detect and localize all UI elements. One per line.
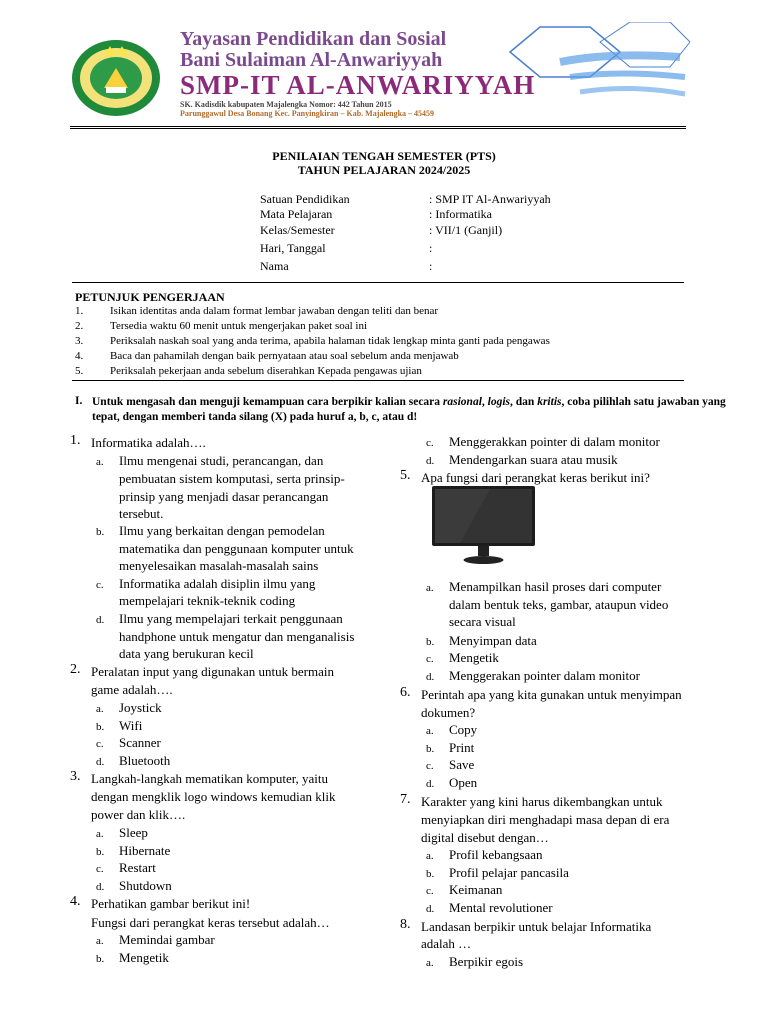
question-text: game adalah…. bbox=[91, 682, 173, 697]
info-value: : bbox=[429, 259, 433, 273]
option-letter: b. bbox=[96, 721, 105, 733]
option-text: Menggerakkan pointer di dalam monitor bbox=[449, 434, 660, 449]
question-text: menyiapkan diri menghadapi masa depan di era bbox=[421, 812, 670, 827]
option-letter: b. bbox=[426, 868, 435, 880]
option-text: Hibernate bbox=[119, 843, 171, 858]
instruction-text: Periksalah pekerjaan anda sebelum diserahkan Kepada pengawas ujian bbox=[110, 365, 422, 377]
option-text: Menyimpan data bbox=[449, 633, 537, 648]
option-text: prinsip yang menjadi dasar perancangan bbox=[119, 489, 329, 504]
option-text: Mengetik bbox=[119, 950, 169, 965]
instruction-text: Periksalah naskah soal yang anda terima, apabila halaman tidak lengkap minta ganti pada pengawas bbox=[110, 335, 550, 347]
option-letter: d. bbox=[426, 778, 435, 790]
decree-text: SK. Kadisdik kabupaten Majalengka Nomor: 442 Tahun 2015 bbox=[180, 100, 392, 109]
option-letter: b. bbox=[96, 846, 105, 858]
instruction-number: 5. bbox=[75, 365, 84, 377]
option-text: Save bbox=[449, 757, 475, 772]
school-logo-icon bbox=[70, 38, 162, 118]
question-text: power dan klik…. bbox=[91, 807, 186, 822]
option-letter: a. bbox=[96, 456, 104, 468]
option-letter: c. bbox=[96, 863, 104, 875]
info-value: : bbox=[429, 241, 433, 255]
info-label: Mata Pelajaran bbox=[260, 207, 333, 221]
option-letter: c. bbox=[96, 579, 104, 591]
question-text: dokumen? bbox=[421, 705, 476, 720]
question-text: Informatika adalah…. bbox=[91, 435, 206, 450]
info-label: Nama bbox=[260, 259, 289, 273]
option-letter: b. bbox=[96, 953, 105, 965]
instruction-number: 4. bbox=[75, 350, 84, 362]
divider bbox=[72, 282, 684, 283]
question-text: Peralatan input yang digunakan untuk bermain bbox=[91, 664, 334, 679]
exam-year: TAHUN PELAJARAN 2024/2025 bbox=[297, 163, 471, 177]
option-text: Ilmu mengenai studi, perancangan, dan bbox=[119, 453, 324, 468]
info-label: Satuan Pendidikan bbox=[260, 192, 350, 206]
option-text: Copy bbox=[449, 722, 478, 737]
option-letter: b. bbox=[426, 636, 435, 648]
instruction-text: Baca dan pahamilah dengan baik pernyataan atau soal sebelum anda menjawab bbox=[110, 350, 459, 362]
instructions-title: PETUNJUK PENGERJAAN bbox=[75, 290, 225, 304]
option-text: Menggerakan pointer dalam monitor bbox=[449, 668, 640, 683]
instruction-text: Tersedia waktu 60 menit untuk mengerjakan paket soal ini bbox=[110, 320, 368, 332]
option-letter: a. bbox=[96, 828, 104, 840]
question-text: Apa fungsi dari perangkat keras berikut ini? bbox=[421, 470, 650, 485]
option-letter: a. bbox=[426, 582, 434, 594]
option-letter: d. bbox=[96, 614, 105, 626]
option-letter: d. bbox=[96, 881, 105, 893]
option-letter: a. bbox=[96, 935, 104, 947]
question-text: dengan mengklik logo windows kemudian klik bbox=[91, 789, 336, 804]
question-text: Landasan berpikir untuk belajar Informatika bbox=[421, 919, 652, 934]
option-text: Informatika adalah disiplin ilmu yang bbox=[119, 576, 316, 591]
option-text: Ilmu yang mempelajari terkait penggunaan bbox=[119, 611, 343, 626]
option-letter: c. bbox=[426, 437, 434, 449]
option-text: Mengetik bbox=[449, 650, 499, 665]
option-text: pembuatan sistem komputasi, serta prinsip- bbox=[119, 471, 345, 486]
option-text: Mental revolutioner bbox=[449, 900, 553, 915]
info-value: : SMP IT Al-Anwariyyah bbox=[429, 192, 551, 206]
question-number: 5. bbox=[400, 468, 411, 483]
option-text: Ilmu yang berkaitan dengan pemodelan bbox=[119, 523, 325, 538]
letterhead-decoration-icon bbox=[500, 22, 690, 122]
question-text: Karakter yang kini harus dikembangkan untuk bbox=[421, 794, 663, 809]
address-text: Parunggawul Desa Bonang Kec. Panyingkiran – Kab. Majalengka – 45459 bbox=[180, 109, 435, 118]
question-text: Perintah apa yang kita gunakan untuk menyimpan bbox=[421, 687, 682, 702]
question-number: 1. bbox=[70, 433, 81, 448]
option-text: secara visual bbox=[449, 614, 516, 629]
option-text: Wifi bbox=[119, 718, 143, 733]
option-text: data yang berukuran kecil bbox=[119, 646, 254, 661]
option-letter: d. bbox=[426, 903, 435, 915]
option-letter: d. bbox=[426, 671, 435, 683]
option-letter: c. bbox=[426, 760, 434, 772]
option-letter: b. bbox=[96, 526, 105, 538]
option-text: mempelajari teknik-teknik coding bbox=[119, 593, 296, 608]
question-text: digital disebut dengan… bbox=[421, 830, 549, 845]
option-letter: c. bbox=[426, 885, 434, 897]
question-text: adalah … bbox=[421, 936, 472, 951]
option-text: handphone untuk mengatur dan menganalisis bbox=[119, 629, 355, 644]
option-text: Profil kebangsaan bbox=[449, 847, 543, 862]
option-text: dalam bentuk teks, gambar, ataupun video bbox=[449, 597, 669, 612]
option-letter: d. bbox=[96, 756, 105, 768]
foundation-name-line1: Yayasan Pendidikan dan Sosial bbox=[180, 28, 447, 50]
question-number: 8. bbox=[400, 917, 411, 932]
section-text: Untuk mengasah dan menguji kemampuan cara berpikir kalian secara rasional, logis, dan kritis, coba pilihlah satu jawaban yang tepat, dengan memberi tanda silang (X) pada huruf a, b, c, atau d! bbox=[92, 396, 726, 423]
instruction-text: Isikan identitas anda dalam format lembar jawaban dengan teliti dan benar bbox=[110, 305, 439, 317]
exam-title: PENILAIAN TENGAH SEMESTER (PTS) bbox=[272, 149, 496, 163]
letterhead-divider bbox=[70, 126, 686, 129]
instruction-number: 3. bbox=[75, 335, 84, 347]
option-letter: c. bbox=[426, 653, 434, 665]
option-text: Sleep bbox=[119, 825, 148, 840]
option-text: Keimanan bbox=[449, 882, 503, 897]
option-text: Joystick bbox=[119, 700, 162, 715]
option-text: Open bbox=[449, 775, 478, 790]
school-name: SMP-IT AL-ANWARIYYAH bbox=[180, 70, 536, 100]
instruction-number: 2. bbox=[75, 320, 84, 332]
option-letter: a. bbox=[426, 850, 434, 862]
option-text: Memindai gambar bbox=[119, 932, 215, 947]
option-text: Print bbox=[449, 740, 475, 755]
option-text: Menampilkan hasil proses dari computer bbox=[449, 579, 662, 594]
option-letter: a. bbox=[426, 957, 434, 969]
option-letter: c. bbox=[96, 738, 104, 750]
option-text: Restart bbox=[119, 860, 156, 875]
divider bbox=[72, 380, 684, 381]
monitor-image-icon bbox=[430, 484, 537, 566]
question-number: 7. bbox=[400, 792, 411, 807]
option-text: Bluetooth bbox=[119, 753, 171, 768]
question-number: 2. bbox=[70, 662, 81, 677]
option-letter: b. bbox=[426, 743, 435, 755]
question-text: Perhatikan gambar berikut ini! bbox=[91, 896, 251, 911]
option-letter: a. bbox=[96, 703, 104, 715]
info-value: : Informatika bbox=[429, 207, 492, 221]
option-text: tersebut. bbox=[119, 506, 164, 521]
option-letter: d. bbox=[426, 455, 435, 467]
option-text: Berpikir egois bbox=[449, 954, 524, 969]
question-number: 4. bbox=[70, 894, 81, 909]
info-label: Kelas/Semester bbox=[260, 223, 335, 237]
question-number: 6. bbox=[400, 685, 411, 700]
option-text: Mendengarkan suara atau musik bbox=[449, 452, 618, 467]
question-text: Langkah-langkah mematikan komputer, yaitu bbox=[91, 771, 329, 786]
instruction-number: 1. bbox=[75, 305, 84, 317]
foundation-name-line2: Bani Sulaiman Al-Anwariyyah bbox=[180, 49, 443, 71]
info-value: : VII/1 (Ganjil) bbox=[429, 223, 503, 237]
question-number: 3. bbox=[70, 769, 81, 784]
option-letter: a. bbox=[426, 725, 434, 737]
option-text: Profil pelajar pancasila bbox=[449, 865, 569, 880]
question-text: Fungsi dari perangkat keras tersebut adalah… bbox=[91, 915, 330, 930]
section-number: I. bbox=[75, 395, 83, 407]
option-text: menyelesaikan masalah-masalah sains bbox=[119, 558, 319, 573]
option-text: matematika dan penggunaan komputer untuk bbox=[119, 541, 354, 556]
info-label: Hari, Tanggal bbox=[260, 241, 326, 255]
option-text: Scanner bbox=[119, 735, 161, 750]
option-text: Shutdown bbox=[119, 878, 172, 893]
